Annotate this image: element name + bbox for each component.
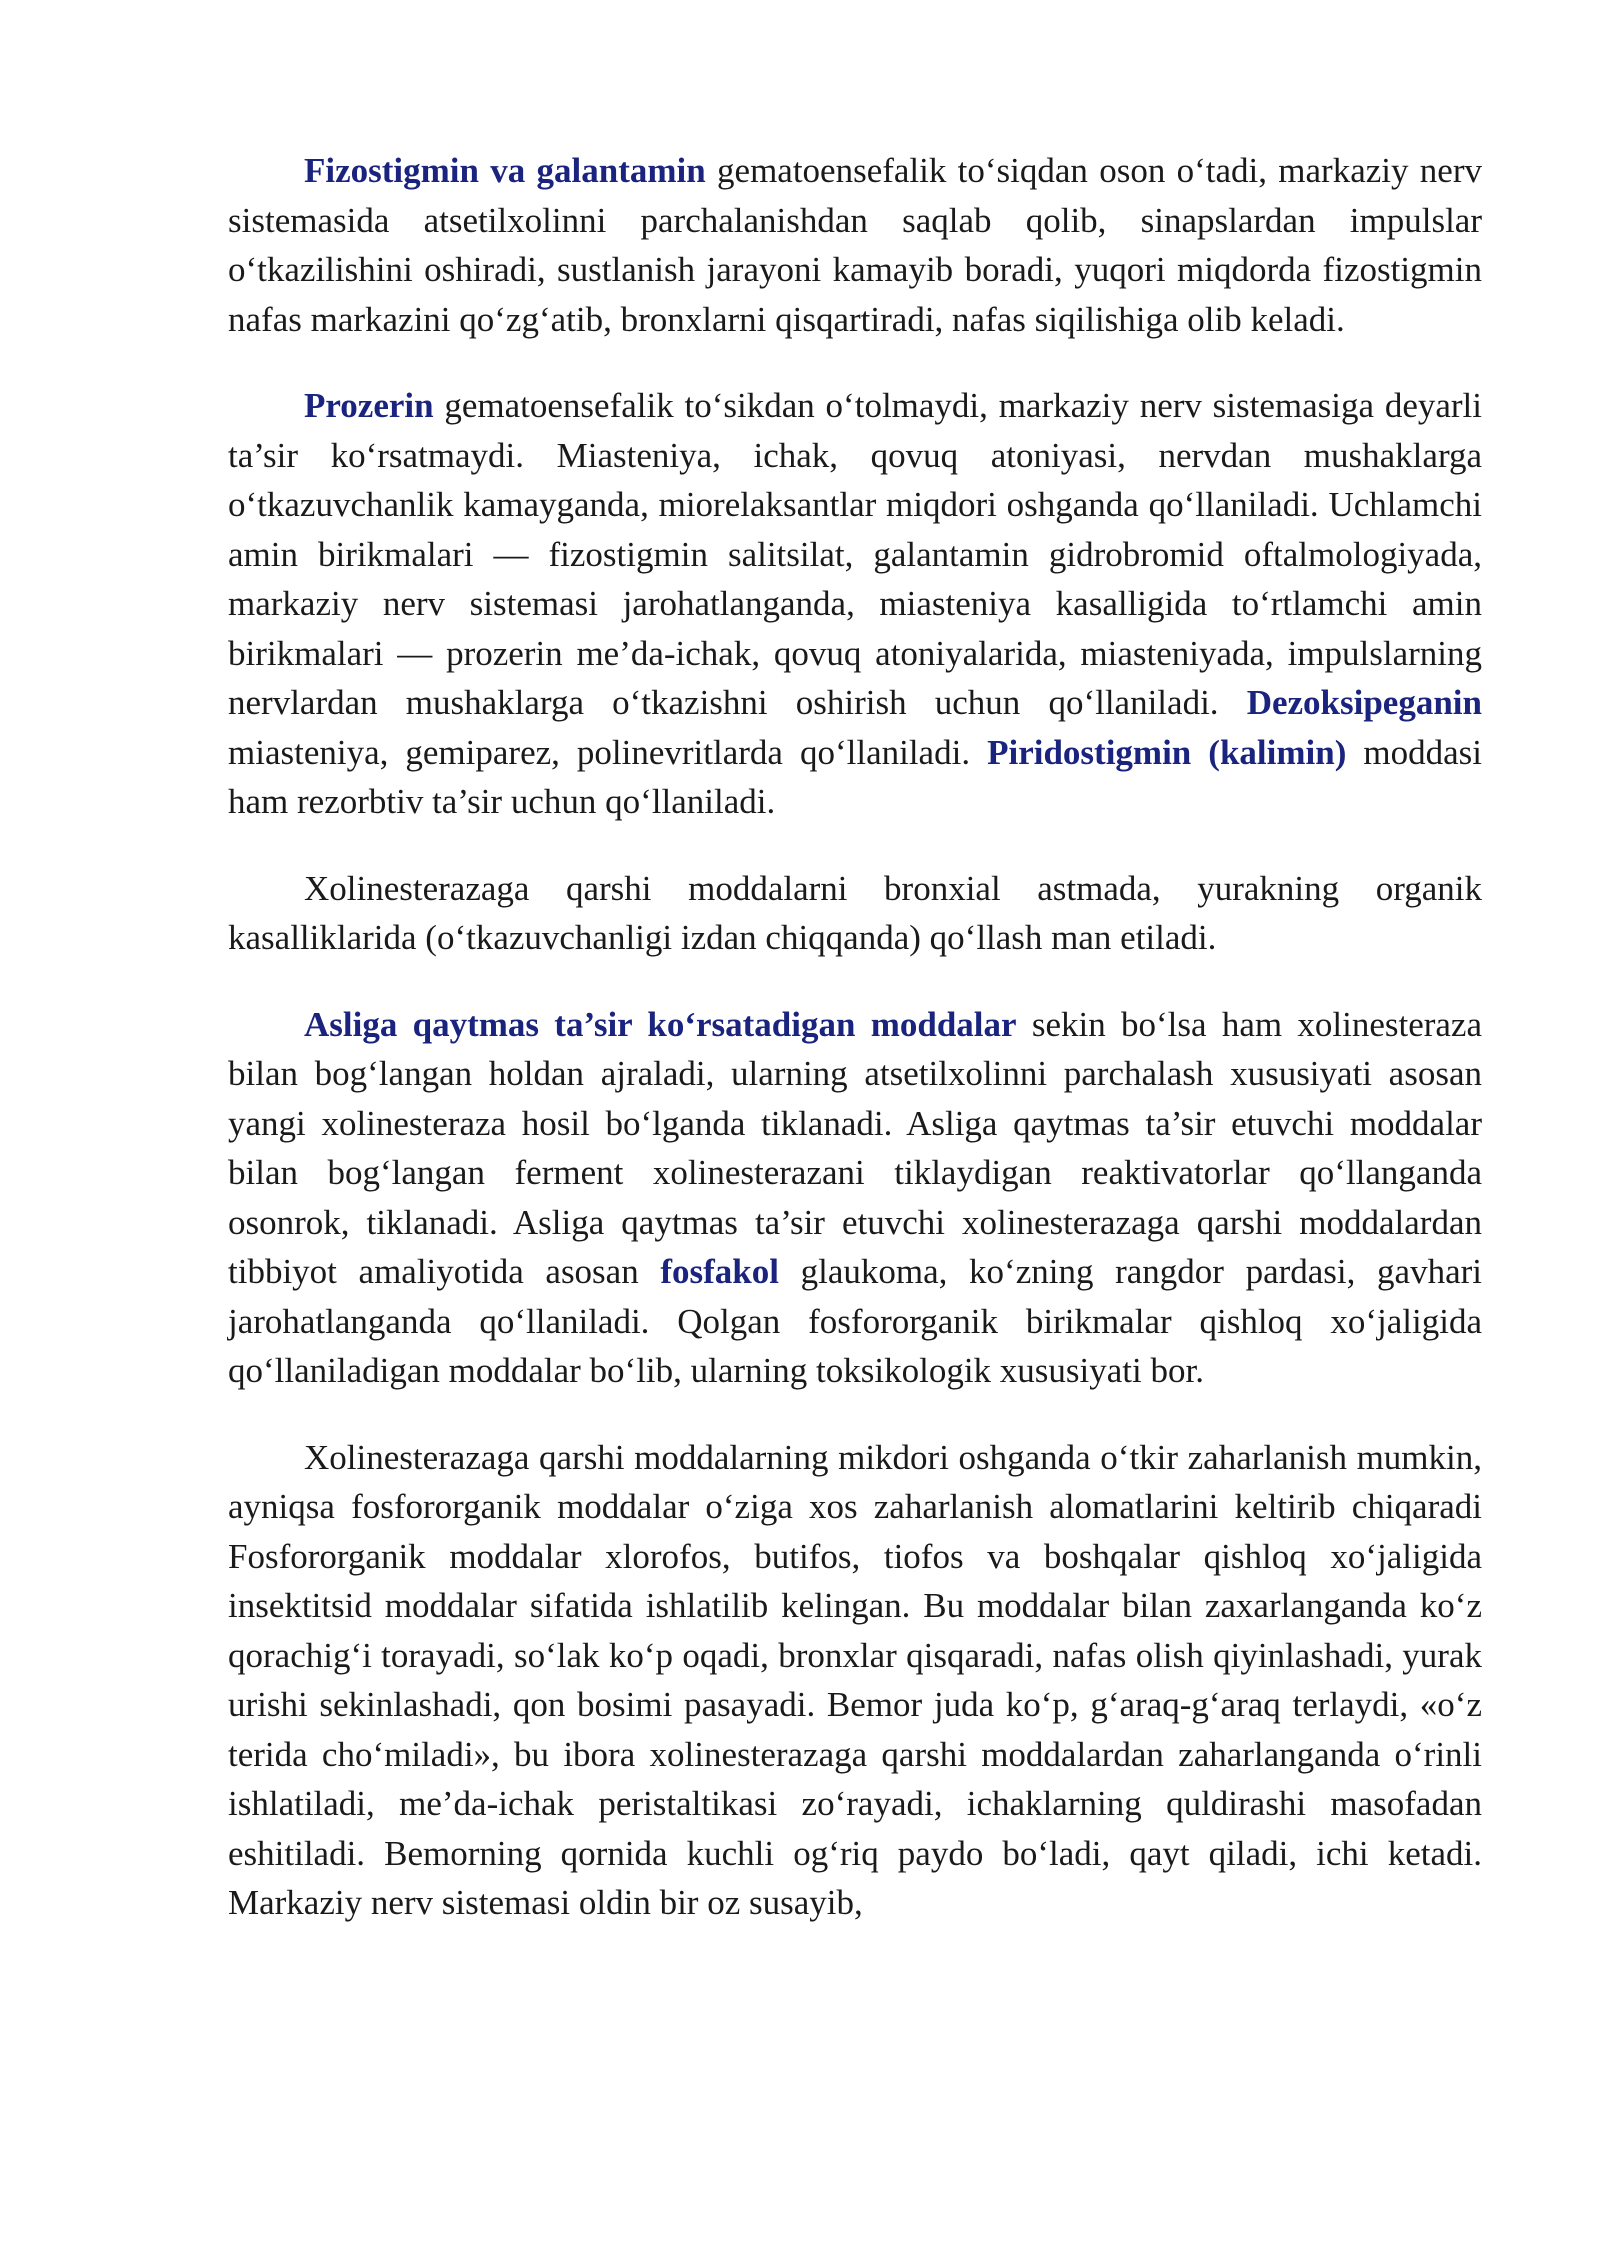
paragraph-text: moddasi ham rezorbtiv ta’sir uchun qo‘llaniladi. — [228, 732, 1482, 821]
paragraph-text: gematoensefalik to‘sikdan o‘tolmaydi, markaziy nerv sistemasiga deyarli ta’sir ko‘rsatmaydi. Miasteniya, ichak, qovuq atoniyasi, nervdan mushaklarga o‘tkazuvchanlik kamayganda, miorelaksantlar miqdori oshganda qo‘llaniladi. Uchlamchi amin birikmalari — fizostigmin salitsilat, galantamin gidrobromid oftalmologiyada, markaziy nerv sistemasi jarohatlanganda, miasteniya kasalligida to‘rtlamchi amin birikmalari — prozerin me’da-ichak, qovuq atoniyalarida, miasteniyada, impulslarning nervlardan mushaklarga o‘tkazishni oshirish uchun qo‘llaniladi. — [228, 386, 1482, 722]
paragraph-text: Xolinesterazaga qarshi moddalarning mikdori oshganda o‘tkir zaharlanish mumkin, ayniqsa fosfororganik moddalar o‘ziga xos zaharlanish alomatlarini keltirib chiqaradi Fosfororganik moddalar xlorofos, butifos, tiofos va boshqalar qishloq xo‘jaligida insektitsid moddalar sifatida ishlatilib kelingan. Bu moddalar bilan zaxarlanganda ko‘z qorachig‘i torayadi, so‘lak ko‘p oqadi, bronxlar qisqaradi, nafas olish qiyinlashadi, yurak urishi sekinlashadi, qon bosimi pasayadi. Bemor juda ko‘p, g‘araq-g‘araq terlaydi, «o‘z terida cho‘miladi», bu ibora xolinesterazaga qarshi moddalardan zaharlanganda o‘rinli ishlatiladi, me’da-ichak peristaltikasi zo‘rayadi, ichaklarning quldirashi masofadan eshitiladi. Bemorning qornida kuchli og‘riq paydo bo‘ladi, qayt qiladi, ichi ketadi. Markaziy nerv sistemasi oldin bir oz susayib, — [228, 1437, 1482, 1922]
term-fizostigmin-galantamin: Fizostigmin va galantamin — [304, 151, 706, 190]
paragraph-text: gematoensefalik to‘siqdan oson o‘tadi, markaziy nerv sistemasida atsetilxolinni parchalanishdan saqlab qolib, sinapslardan impulslar o‘tkazilishini oshiradi, sustlanish jarayoni kamayib boradi, yuqori miqdorda fizostigmin nafas markazini qo‘zg‘atib, bronxlarni qisqartiradi, nafas siqilishiga olib keladi. — [228, 151, 1482, 339]
paragraph-text: glaukoma, ko‘zning rangdor pardasi, gavhari jarohatlanganda qo‘llaniladi. Qolgan fosfororganik birikmalar qishloq xo‘jaligida qo‘llaniladigan moddalar bo‘lib, ularning toksikologik xususiyati bor. — [228, 1252, 1482, 1390]
term-prozerin: Prozerin — [304, 386, 434, 425]
document-page — [228, 146, 1482, 1965]
paragraph-text: miasteniya, gemiparez, polinevritlarda qo‘llaniladi. — [228, 732, 988, 772]
paragraph-poisoning — [228, 1433, 1482, 1928]
paragraph-irreversible — [228, 1000, 1482, 1396]
paragraph-contraindications — [228, 864, 1482, 963]
term-dezoksipeganin: Dezoksipeganin — [1246, 683, 1482, 722]
term-fosfakol: fosfakol — [660, 1252, 779, 1291]
term-piridostigmin: Piridostigmin (kalimin) — [987, 732, 1347, 772]
paragraph-text: Xolinesterazaga qarshi moddalarni bronxial astmada, yurakning organik kasalliklarida (o‘tkazuvchanligi izdan chiqqanda) qo‘llash man etiladi. — [228, 868, 1482, 957]
paragraph-text: sekin bo‘lsa ham xolinesteraza bilan bog‘langan holdan ajraladi, ularning atsetilxolinni parchalash xususiyati asosan yangi xolinesteraza hosil bo‘lganda tiklanadi. Asliga qaytmas ta’sir etuvchi moddalar bilan bog‘langan ferment xolinesterazani tiklaydigan reaktivatorlar qo‘llanganda osonrok, tiklanadi. Asliga qaytmas ta’sir etuvchi xolinesterazaga qarshi moddalardan tibbiyot amaliyotida asosan — [228, 1004, 1483, 1291]
paragraph-fizostigmin — [228, 146, 1482, 344]
paragraph-prozerin — [228, 381, 1482, 827]
term-asliga-qaytmas: Asliga qaytmas ta’sir ko‘rsatadigan moddalar — [304, 1004, 1017, 1044]
